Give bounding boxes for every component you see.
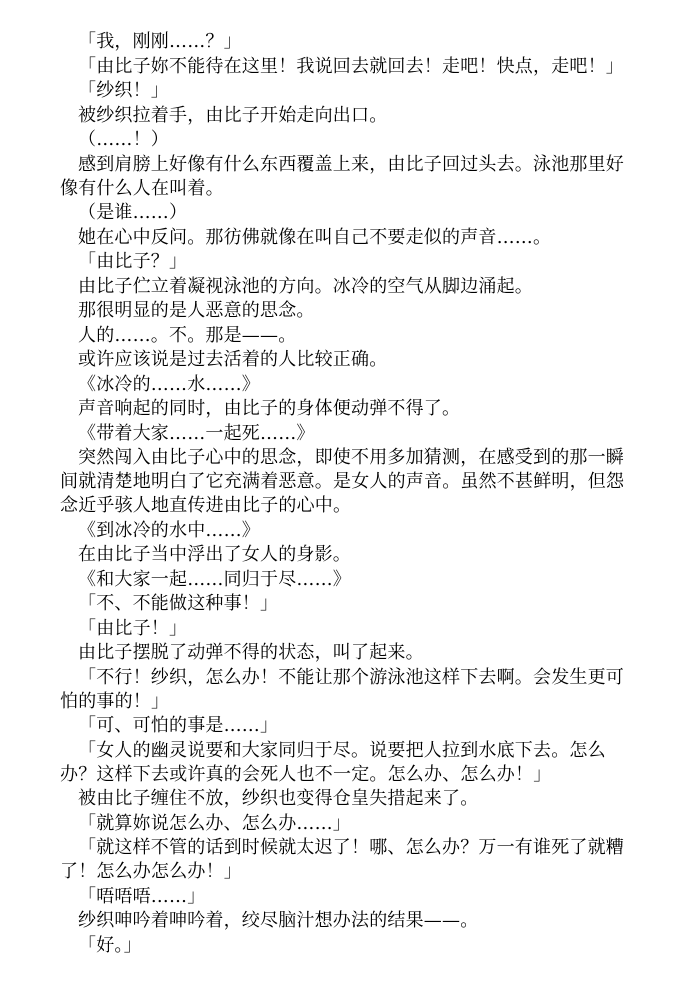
paragraph: 「好。」 <box>78 934 142 956</box>
paragraph: 《和大家一起……同归于尽……》 <box>78 568 351 590</box>
paragraph: 或许应该说是过去活着的人比较正确。 <box>78 349 388 370</box>
paragraph: 「唔唔唔……」 <box>78 885 206 907</box>
paragraph: 在由比子当中浮出了女人的身影。 <box>78 544 351 565</box>
paragraph: （是谁……） <box>78 202 188 223</box>
paragraph: 「可、可怕的事是……」 <box>78 715 279 736</box>
paragraph: 声音响起的同时，由比子的身体便动弹不得了。 <box>78 398 461 419</box>
body-text <box>60 30 640 958</box>
paragraph: 人的……。不。那是——。 <box>78 324 297 346</box>
paragraph: 《冰冷的……水……》 <box>78 373 260 395</box>
paragraph: 「纱织！」 <box>78 80 169 101</box>
paragraph: 「由比子？」 <box>78 251 188 272</box>
paragraph: 突然闯入由比子心中的思念，即使不用多加猜测，在感受到的那一瞬间就清楚地明白了它充满着恶意。是女人的声音。虽然不甚鲜明，但怨念近乎骇人地直传进由比子的心中。 <box>60 447 625 516</box>
paragraph: 「就这样不管的话到时候就太迟了！哪、怎么办？万一有谁死了就糟了！怎么办怎么办！」 <box>60 837 624 882</box>
paragraph: 由比子摆脱了动弹不得的状态，叫了起来。 <box>78 642 424 663</box>
paragraph: 被纱织拉着手，由比子开始走向出口。 <box>78 104 388 126</box>
paragraph: 由比子伫立着凝视泳池的方向。冰冷的空气从脚边涌起。 <box>78 275 533 297</box>
paragraph: 「女人的幽灵说要和大家同归于尽。说要把人拉到水底下去。怎么办？这样下去或许真的会死人也不一定。怎么办、怎么办！」 <box>60 739 606 785</box>
paragraph: 「我，刚刚……？」 <box>78 31 242 52</box>
paragraph: 《到冰冷的水中……》 <box>78 519 260 541</box>
paragraph: 「不行！纱织，怎么办！不能让那个游泳池这样下去啊。会发生更可怕的事的！」 <box>60 666 624 712</box>
paragraph: 那很明显的是人恶意的思念。 <box>78 300 315 321</box>
paragraph: 被由比子缠住不放，纱织也变得仓皇失措起来了。 <box>78 788 479 809</box>
paragraph: （……！） <box>78 129 169 150</box>
paragraph: 「不、不能做这种事！」 <box>78 593 279 614</box>
paragraph: 「就算妳说怎么办、怎么办……」 <box>78 812 351 834</box>
paragraph: 她在心中反问。那彷佛就像在叫自己不要走似的声音……。 <box>78 226 552 248</box>
paragraph: 纱织呻吟着呻吟着，绞尽脑汁想办法的结果——。 <box>78 910 479 931</box>
paragraph: 「由比子！」 <box>78 617 188 639</box>
paragraph: 感到肩膀上好像有什么东西覆盖上来，由比子回过头去。泳池那里好像有什么人在叫着。 <box>60 153 624 199</box>
paragraph: 「由比子妳不能待在这里！我说回去就回去！走吧！快点，走吧！」 <box>78 55 624 77</box>
paragraph: 《带着大家……一起死……》 <box>78 422 315 444</box>
